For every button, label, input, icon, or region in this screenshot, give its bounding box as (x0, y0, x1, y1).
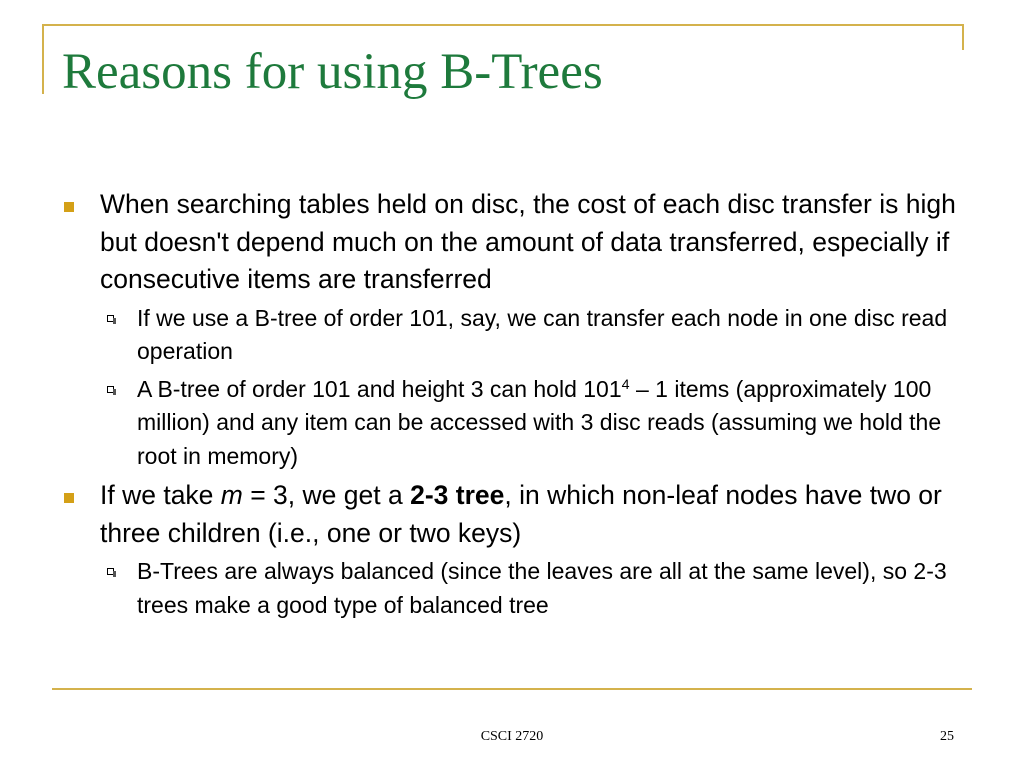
hollow-square-bullet-icon (107, 315, 114, 322)
square-bullet-icon (64, 202, 74, 212)
square-bullet-icon (64, 493, 74, 503)
hollow-square-bullet-icon (107, 386, 114, 393)
bullet-1-text: When searching tables held on disc, the cost of each disc transfer is high but doesn't depend much on the amount of data transferred, especially if consecutive items are transferred (100, 189, 956, 294)
footer-divider (52, 688, 972, 690)
bullet-1 (62, 186, 967, 299)
page-number: 25 (940, 729, 954, 744)
bullet-2-text-pre: If we take (100, 480, 221, 510)
bullet-2-text-post: , in which non-leaf nodes have two or three children (i.e., one or two keys) (100, 480, 942, 548)
bullet-2-text-mid: = 3, we get a (242, 480, 411, 510)
variable-m: m (220, 480, 243, 510)
sub-bullet-1-2-text-after: – 1 items (approximately 100 million) and any item can be accessed with 3 disc reads (assuming we hold the root in memory) (137, 375, 942, 469)
hollow-square-bullet-icon (107, 568, 114, 575)
slide-body (62, 186, 967, 622)
sub-bullet-1-2-text-before: A B-tree of order 101 and height 3 can hold 101 (137, 375, 622, 402)
slide-title: Reasons for using B-Trees (62, 44, 603, 100)
sub-bullet-1-2 (137, 373, 967, 474)
frame-right-line (962, 24, 964, 50)
exponent: 4 (621, 376, 630, 393)
sub-bullet-1-1 (137, 302, 967, 369)
frame-top-line (42, 24, 964, 26)
footer-course: CSCI 2720 (480, 729, 544, 744)
sub-bullet-1-1-text: If we use a B-tree of order 101, say, we can transfer each node in one disc read operation (137, 304, 948, 364)
sub-bullet-2-1-text: B-Trees are always balanced (since the leaves are all at the same level), so 2-3 trees make a good type of balanced tree (137, 558, 947, 618)
bullet-2 (62, 477, 967, 552)
bold-term: 2-3 tree (410, 480, 505, 510)
sub-bullet-2-1 (137, 555, 967, 622)
frame-left-line (42, 24, 44, 94)
